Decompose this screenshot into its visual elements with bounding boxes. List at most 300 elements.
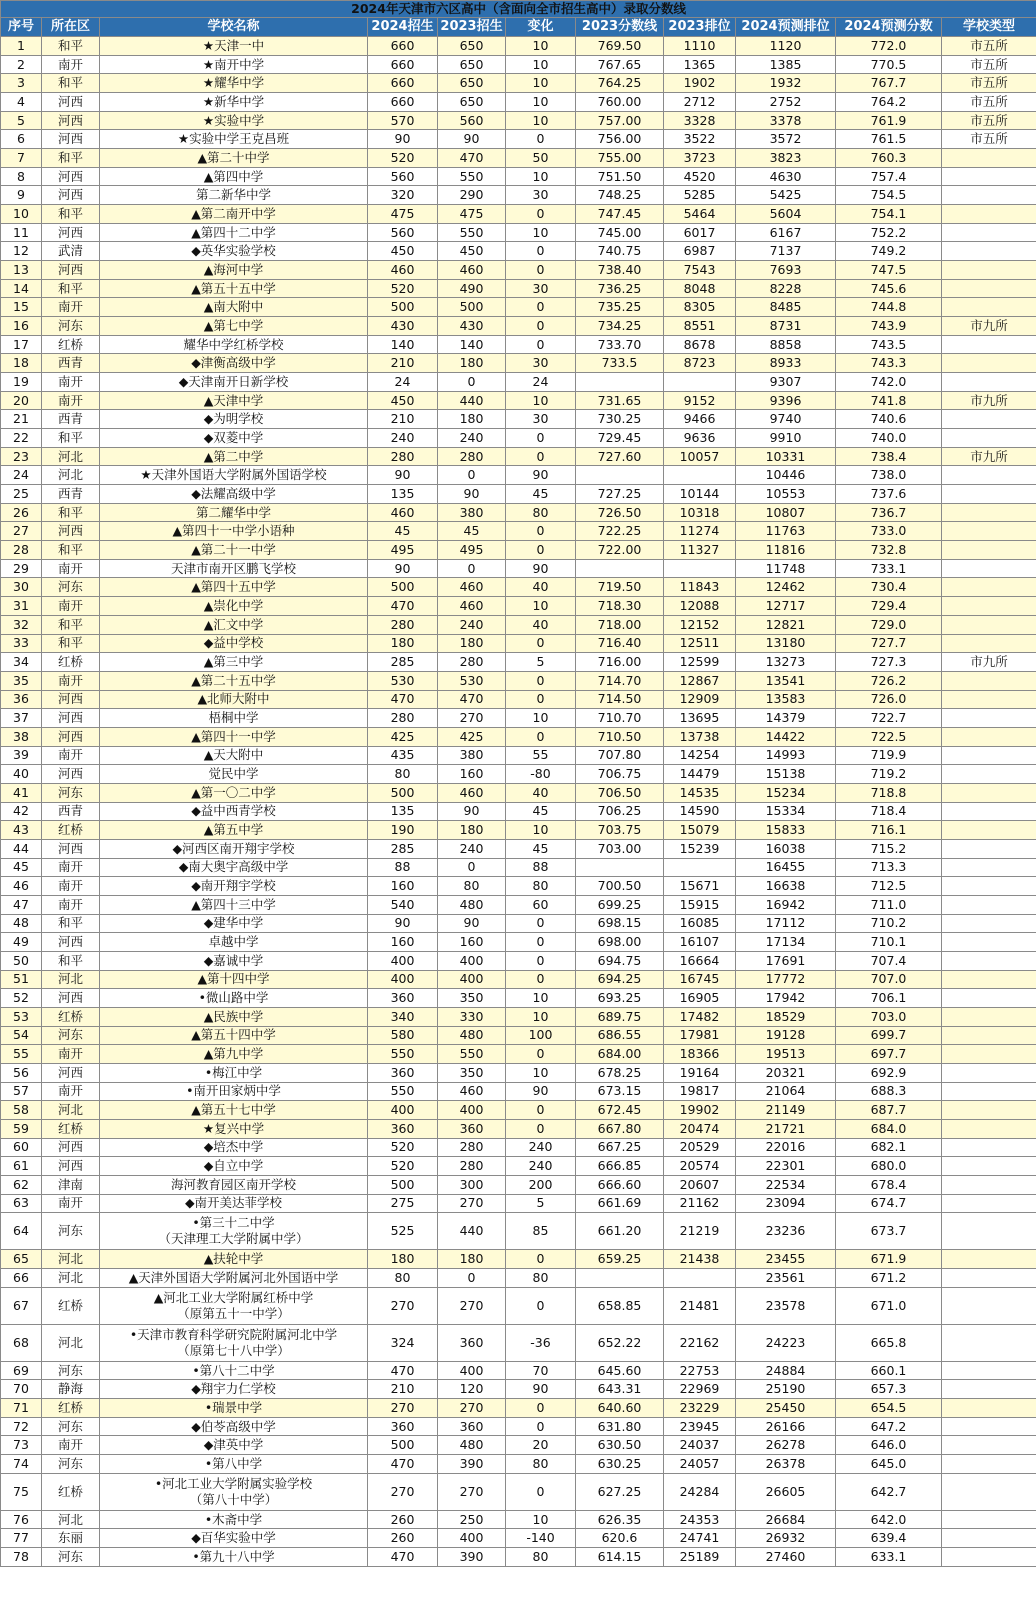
cell-score-2023: 764.25 — [576, 74, 664, 93]
cell-score-2023: 769.50 — [576, 37, 664, 56]
cell-seq: 76 — [1, 1510, 42, 1529]
cell-enroll-2024: 425 — [368, 727, 438, 746]
cell-score-2023: 698.15 — [576, 914, 664, 933]
cell-school-type — [942, 802, 1036, 821]
cell-district: 河北 — [42, 466, 100, 485]
cell-school-type — [942, 1157, 1036, 1176]
cell-school-name: ▲第四十五中学 — [100, 578, 368, 597]
cell-pred-score-2024: 710.2 — [836, 914, 942, 933]
cell-seq: 38 — [1, 727, 42, 746]
cell-enroll-2023: 490 — [438, 279, 506, 298]
cell-enroll-2024: 520 — [368, 1138, 438, 1157]
table-row — [1, 541, 1036, 560]
cell-rank-2023: 13738 — [664, 727, 736, 746]
table-row — [1, 765, 1036, 784]
cell-seq: 33 — [1, 634, 42, 653]
cell-pred-score-2024: 706.1 — [836, 989, 942, 1008]
cell-seq: 74 — [1, 1455, 42, 1474]
cell-district: 河东 — [42, 578, 100, 597]
cell-pred-rank-2024: 26166 — [736, 1417, 836, 1436]
cell-district: 河东 — [42, 317, 100, 336]
cell-district: 和平 — [42, 74, 100, 93]
cell-score-2023: 722.25 — [576, 522, 664, 541]
column-header-pred-rank-2024: 2024预测排位 — [736, 18, 836, 37]
cell-pred-score-2024: 657.3 — [836, 1380, 942, 1399]
cell-score-2023: 706.75 — [576, 765, 664, 784]
cell-school-type — [942, 167, 1036, 186]
column-header-enroll-2024: 2024招生 — [368, 18, 438, 37]
cell-change: 30 — [506, 410, 576, 429]
cell-enroll-2023: 440 — [438, 391, 506, 410]
cell-pred-rank-2024: 19513 — [736, 1045, 836, 1064]
cell-seq: 35 — [1, 671, 42, 690]
cell-enroll-2023: 460 — [438, 578, 506, 597]
cell-pred-score-2024: 707.4 — [836, 951, 942, 970]
cell-school-type — [942, 1082, 1036, 1101]
cell-enroll-2024: 520 — [368, 1157, 438, 1176]
cell-enroll-2023: 390 — [438, 1548, 506, 1567]
cell-enroll-2024: 135 — [368, 802, 438, 821]
cell-school-type — [942, 634, 1036, 653]
cell-change: 0 — [506, 1473, 576, 1510]
cell-pred-rank-2024: 5604 — [736, 205, 836, 224]
table-row — [1, 1007, 1036, 1026]
cell-change: 60 — [506, 895, 576, 914]
cell-enroll-2024: 430 — [368, 317, 438, 336]
cell-school-type — [942, 1045, 1036, 1064]
cell-pred-rank-2024: 19128 — [736, 1026, 836, 1045]
cell-district: 河北 — [42, 1250, 100, 1269]
cell-district: 河东 — [42, 1026, 100, 1045]
cell-district: 河西 — [42, 223, 100, 242]
cell-rank-2023: 3723 — [664, 149, 736, 168]
cell-pred-score-2024: 761.5 — [836, 130, 942, 149]
cell-seq: 59 — [1, 1119, 42, 1138]
table-row — [1, 877, 1036, 896]
cell-rank-2023: 15915 — [664, 895, 736, 914]
cell-pred-rank-2024: 3572 — [736, 130, 836, 149]
cell-enroll-2024: 400 — [368, 970, 438, 989]
cell-school-name: ◆双菱中学 — [100, 429, 368, 448]
cell-pred-score-2024: 639.4 — [836, 1529, 942, 1548]
cell-pred-score-2024: 722.7 — [836, 709, 942, 728]
cell-score-2023: 630.25 — [576, 1455, 664, 1474]
cell-district: 西青 — [42, 485, 100, 504]
cell-district: 津南 — [42, 1175, 100, 1194]
cell-pred-score-2024: 642.0 — [836, 1510, 942, 1529]
cell-pred-rank-2024: 13273 — [736, 653, 836, 672]
cell-pred-score-2024: 752.2 — [836, 223, 942, 242]
cell-change: 50 — [506, 149, 576, 168]
cell-enroll-2024: 560 — [368, 167, 438, 186]
cell-enroll-2024: 475 — [368, 205, 438, 224]
cell-seq: 8 — [1, 167, 42, 186]
cell-score-2023: 703.75 — [576, 821, 664, 840]
cell-enroll-2024: 360 — [368, 1119, 438, 1138]
cell-enroll-2023: 425 — [438, 727, 506, 746]
cell-school-type — [942, 522, 1036, 541]
cell-school-name: ▲第二南开中学 — [100, 205, 368, 224]
cell-seq: 12 — [1, 242, 42, 261]
cell-enroll-2024: 135 — [368, 485, 438, 504]
cell-school-type — [942, 877, 1036, 896]
cell-enroll-2023: 120 — [438, 1380, 506, 1399]
table-row — [1, 261, 1036, 280]
column-header-district: 所在区 — [42, 18, 100, 37]
cell-school-type — [942, 765, 1036, 784]
cell-school-name: ▲天津中学 — [100, 391, 368, 410]
table-row — [1, 1455, 1036, 1474]
cell-pred-rank-2024: 9307 — [736, 373, 836, 392]
cell-school-type — [942, 1455, 1036, 1474]
cell-score-2023: 659.25 — [576, 1250, 664, 1269]
cell-rank-2023: 3522 — [664, 130, 736, 149]
cell-enroll-2024: 24 — [368, 373, 438, 392]
cell-pred-rank-2024: 15334 — [736, 802, 836, 821]
cell-school-name: ★南开中学 — [100, 55, 368, 74]
cell-pred-score-2024: 710.1 — [836, 933, 942, 952]
cell-enroll-2023: 90 — [438, 130, 506, 149]
cell-pred-score-2024: 688.3 — [836, 1082, 942, 1101]
cell-school-type — [942, 709, 1036, 728]
cell-school-type — [942, 1101, 1036, 1120]
cell-enroll-2023: 140 — [438, 335, 506, 354]
cell-enroll-2023: 240 — [438, 615, 506, 634]
cell-pred-score-2024: 680.0 — [836, 1157, 942, 1176]
cell-change: 40 — [506, 578, 576, 597]
cell-score-2023: 710.50 — [576, 727, 664, 746]
table-row — [1, 653, 1036, 672]
cell-change: 30 — [506, 354, 576, 373]
cell-district: 和平 — [42, 149, 100, 168]
cell-pred-rank-2024: 18529 — [736, 1007, 836, 1026]
cell-pred-rank-2024: 8933 — [736, 354, 836, 373]
cell-school-type — [942, 1436, 1036, 1455]
cell-district: 西青 — [42, 354, 100, 373]
cell-school-name: ▲第十四中学 — [100, 970, 368, 989]
cell-seq: 57 — [1, 1082, 42, 1101]
table-row — [1, 205, 1036, 224]
cell-change: 88 — [506, 858, 576, 877]
table-row — [1, 914, 1036, 933]
cell-school-name: ★复兴中学 — [100, 1119, 368, 1138]
cell-change: 100 — [506, 1026, 576, 1045]
cell-seq: 46 — [1, 877, 42, 896]
cell-score-2023: 736.25 — [576, 279, 664, 298]
cell-seq: 78 — [1, 1548, 42, 1567]
cell-pred-rank-2024: 23578 — [736, 1287, 836, 1324]
cell-change: 10 — [506, 111, 576, 130]
cell-seq: 25 — [1, 485, 42, 504]
cell-seq: 11 — [1, 223, 42, 242]
cell-enroll-2024: 285 — [368, 653, 438, 672]
cell-school-type — [942, 839, 1036, 858]
cell-pred-score-2024: 770.5 — [836, 55, 942, 74]
cell-enroll-2023: 350 — [438, 1063, 506, 1082]
table-row — [1, 1119, 1036, 1138]
cell-school-type — [942, 335, 1036, 354]
cell-school-name: ◆天津南开日新学校 — [100, 373, 368, 392]
cell-rank-2023: 8723 — [664, 354, 736, 373]
cell-enroll-2023: 270 — [438, 1194, 506, 1213]
cell-change: 0 — [506, 671, 576, 690]
cell-rank-2023: 7543 — [664, 261, 736, 280]
cell-seq: 27 — [1, 522, 42, 541]
cell-score-2023 — [576, 559, 664, 578]
table-row — [1, 335, 1036, 354]
cell-school-type: 市九所 — [942, 447, 1036, 466]
cell-enroll-2023: 180 — [438, 410, 506, 429]
cell-district: 南开 — [42, 671, 100, 690]
table-row — [1, 1436, 1036, 1455]
cell-district: 南开 — [42, 298, 100, 317]
cell-school-type — [942, 1510, 1036, 1529]
cell-enroll-2023: 270 — [438, 1473, 506, 1510]
cell-enroll-2024: 160 — [368, 933, 438, 952]
cell-seq: 42 — [1, 802, 42, 821]
cell-school-name: •瑞景中学 — [100, 1399, 368, 1418]
cell-enroll-2023: 0 — [438, 466, 506, 485]
cell-seq: 29 — [1, 559, 42, 578]
cell-school-type — [942, 783, 1036, 802]
cell-score-2023: 740.75 — [576, 242, 664, 261]
cell-enroll-2024: 500 — [368, 578, 438, 597]
table-row — [1, 485, 1036, 504]
cell-school-type — [942, 1119, 1036, 1138]
table-row — [1, 37, 1036, 56]
cell-change: 45 — [506, 802, 576, 821]
cell-district: 河北 — [42, 1269, 100, 1288]
cell-pred-score-2024: 749.2 — [836, 242, 942, 261]
cell-district: 河西 — [42, 522, 100, 541]
cell-enroll-2023: 90 — [438, 485, 506, 504]
cell-change: 40 — [506, 783, 576, 802]
cell-enroll-2024: 80 — [368, 1269, 438, 1288]
cell-enroll-2024: 560 — [368, 223, 438, 242]
cell-score-2023: 716.40 — [576, 634, 664, 653]
cell-pred-score-2024: 726.0 — [836, 690, 942, 709]
cell-district: 和平 — [42, 951, 100, 970]
cell-rank-2023: 8678 — [664, 335, 736, 354]
cell-district: 红桥 — [42, 821, 100, 840]
cell-district: 和平 — [42, 634, 100, 653]
cell-seq: 28 — [1, 541, 42, 560]
cell-pred-score-2024: 654.5 — [836, 1399, 942, 1418]
column-header-change: 变化 — [506, 18, 576, 37]
cell-enroll-2023: 495 — [438, 541, 506, 560]
cell-enroll-2024: 450 — [368, 391, 438, 410]
cell-seq: 47 — [1, 895, 42, 914]
cell-pred-score-2024: 738.0 — [836, 466, 942, 485]
cell-pred-score-2024: 742.0 — [836, 373, 942, 392]
cell-seq: 61 — [1, 1157, 42, 1176]
cell-school-type — [942, 615, 1036, 634]
cell-school-name: ◆百华实验中学 — [100, 1529, 368, 1548]
cell-school-name: •第三十二中学 （天津理工大学附属中学） — [100, 1213, 368, 1250]
cell-score-2023: 714.70 — [576, 671, 664, 690]
cell-score-2023: 727.60 — [576, 447, 664, 466]
cell-seq: 32 — [1, 615, 42, 634]
cell-enroll-2024: 550 — [368, 1082, 438, 1101]
cell-district: 南开 — [42, 877, 100, 896]
cell-district: 南开 — [42, 1436, 100, 1455]
cell-school-name: 第二新华中学 — [100, 186, 368, 205]
cell-school-name: ★实验中学王克昌班 — [100, 130, 368, 149]
cell-rank-2023: 13695 — [664, 709, 736, 728]
cell-change: 0 — [506, 951, 576, 970]
cell-school-name: •第八十二中学 — [100, 1361, 368, 1380]
cell-school-name: ◆津衡高级中学 — [100, 354, 368, 373]
cell-school-name: ▲民族中学 — [100, 1007, 368, 1026]
cell-enroll-2023: 470 — [438, 149, 506, 168]
cell-score-2023: 698.00 — [576, 933, 664, 952]
cell-score-2023: 735.25 — [576, 298, 664, 317]
cell-school-name: ◆南开翔宇学校 — [100, 877, 368, 896]
cell-school-name: •河北工业大学附属实验学校 （第八十中学） — [100, 1473, 368, 1510]
table-row — [1, 1213, 1036, 1250]
table-row — [1, 839, 1036, 858]
cell-school-name: •微山路中学 — [100, 989, 368, 1008]
table-row — [1, 1473, 1036, 1510]
cell-score-2023 — [576, 373, 664, 392]
cell-school-name: ▲天大附中 — [100, 746, 368, 765]
cell-district: 南开 — [42, 895, 100, 914]
cell-pred-score-2024: 719.2 — [836, 765, 942, 784]
cell-pred-score-2024: 729.4 — [836, 597, 942, 616]
cell-score-2023: 738.40 — [576, 261, 664, 280]
cell-enroll-2023: 180 — [438, 634, 506, 653]
cell-rank-2023: 4520 — [664, 167, 736, 186]
cell-rank-2023: 21438 — [664, 1250, 736, 1269]
cell-change: 240 — [506, 1157, 576, 1176]
cell-district: 南开 — [42, 1082, 100, 1101]
cell-score-2023: 686.55 — [576, 1026, 664, 1045]
cell-pred-score-2024: 712.5 — [836, 877, 942, 896]
cell-seq: 77 — [1, 1529, 42, 1548]
cell-seq: 41 — [1, 783, 42, 802]
cell-rank-2023: 5464 — [664, 205, 736, 224]
cell-score-2023: 631.80 — [576, 1417, 664, 1436]
cell-score-2023: 706.25 — [576, 802, 664, 821]
cell-enroll-2023: 270 — [438, 1399, 506, 1418]
table-row — [1, 1250, 1036, 1269]
cell-rank-2023: 1110 — [664, 37, 736, 56]
cell-seq: 16 — [1, 317, 42, 336]
cell-school-type — [942, 186, 1036, 205]
cell-change: 0 — [506, 1101, 576, 1120]
cell-change: 10 — [506, 1007, 576, 1026]
cell-pred-rank-2024: 3378 — [736, 111, 836, 130]
cell-rank-2023: 10144 — [664, 485, 736, 504]
cell-enroll-2024: 570 — [368, 111, 438, 130]
cell-seq: 48 — [1, 914, 42, 933]
cell-seq: 63 — [1, 1194, 42, 1213]
cell-rank-2023: 12909 — [664, 690, 736, 709]
cell-change: 0 — [506, 541, 576, 560]
cell-pred-rank-2024: 10331 — [736, 447, 836, 466]
table-row — [1, 1380, 1036, 1399]
cell-school-type — [942, 373, 1036, 392]
cell-rank-2023 — [664, 559, 736, 578]
cell-school-name: ◆法耀高级中学 — [100, 485, 368, 504]
cell-score-2023: 672.45 — [576, 1101, 664, 1120]
cell-school-name: •第九十八中学 — [100, 1548, 368, 1567]
cell-rank-2023: 14479 — [664, 765, 736, 784]
cell-pred-rank-2024: 9396 — [736, 391, 836, 410]
cell-enroll-2024: 285 — [368, 839, 438, 858]
cell-school-name: ◆津英中学 — [100, 1436, 368, 1455]
cell-change: 85 — [506, 1213, 576, 1250]
cell-rank-2023: 16085 — [664, 914, 736, 933]
cell-pred-rank-2024: 26278 — [736, 1436, 836, 1455]
cell-school-type — [942, 1361, 1036, 1380]
cell-school-type: 市五所 — [942, 130, 1036, 149]
cell-seq: 45 — [1, 858, 42, 877]
cell-enroll-2024: 520 — [368, 149, 438, 168]
cell-enroll-2023: 0 — [438, 1269, 506, 1288]
column-header-enroll-2023: 2023招生 — [438, 18, 506, 37]
cell-pred-rank-2024: 24884 — [736, 1361, 836, 1380]
cell-pred-rank-2024: 21064 — [736, 1082, 836, 1101]
table-row — [1, 1026, 1036, 1045]
cell-score-2023: 703.00 — [576, 839, 664, 858]
cell-seq: 34 — [1, 653, 42, 672]
cell-pred-score-2024: 671.9 — [836, 1250, 942, 1269]
cell-score-2023: 693.25 — [576, 989, 664, 1008]
cell-school-type — [942, 354, 1036, 373]
cell-pred-rank-2024: 25190 — [736, 1380, 836, 1399]
cell-rank-2023: 22162 — [664, 1324, 736, 1361]
cell-rank-2023: 23229 — [664, 1399, 736, 1418]
table-row — [1, 149, 1036, 168]
cell-school-type — [942, 205, 1036, 224]
cell-rank-2023: 18366 — [664, 1045, 736, 1064]
cell-district: 河西 — [42, 839, 100, 858]
cell-rank-2023: 20529 — [664, 1138, 736, 1157]
cell-change: 0 — [506, 690, 576, 709]
cell-enroll-2023: 550 — [438, 223, 506, 242]
cell-school-name: ▲海河中学 — [100, 261, 368, 280]
cell-school-name: ▲第二中学 — [100, 447, 368, 466]
cell-change: -80 — [506, 765, 576, 784]
cell-rank-2023: 5285 — [664, 186, 736, 205]
cell-pred-rank-2024: 12462 — [736, 578, 836, 597]
cell-score-2023: 714.50 — [576, 690, 664, 709]
cell-enroll-2024: 280 — [368, 447, 438, 466]
table-row — [1, 727, 1036, 746]
cell-score-2023: 661.69 — [576, 1194, 664, 1213]
cell-school-type — [942, 1269, 1036, 1288]
cell-change: 90 — [506, 559, 576, 578]
cell-enroll-2024: 140 — [368, 335, 438, 354]
cell-enroll-2023: 550 — [438, 167, 506, 186]
cell-enroll-2023: 240 — [438, 839, 506, 858]
cell-enroll-2023: 380 — [438, 746, 506, 765]
column-header-pred-score-2024: 2024预测分数 — [836, 18, 942, 37]
cell-school-type — [942, 1287, 1036, 1324]
table-row — [1, 783, 1036, 802]
cell-rank-2023: 8551 — [664, 317, 736, 336]
table-row — [1, 597, 1036, 616]
cell-change: 80 — [506, 877, 576, 896]
cell-enroll-2024: 260 — [368, 1510, 438, 1529]
cell-score-2023: 700.50 — [576, 877, 664, 896]
cell-enroll-2023: 650 — [438, 37, 506, 56]
cell-change: 90 — [506, 466, 576, 485]
cell-change: 45 — [506, 839, 576, 858]
cell-school-name: ◆南开美达菲学校 — [100, 1194, 368, 1213]
cell-seq: 52 — [1, 989, 42, 1008]
